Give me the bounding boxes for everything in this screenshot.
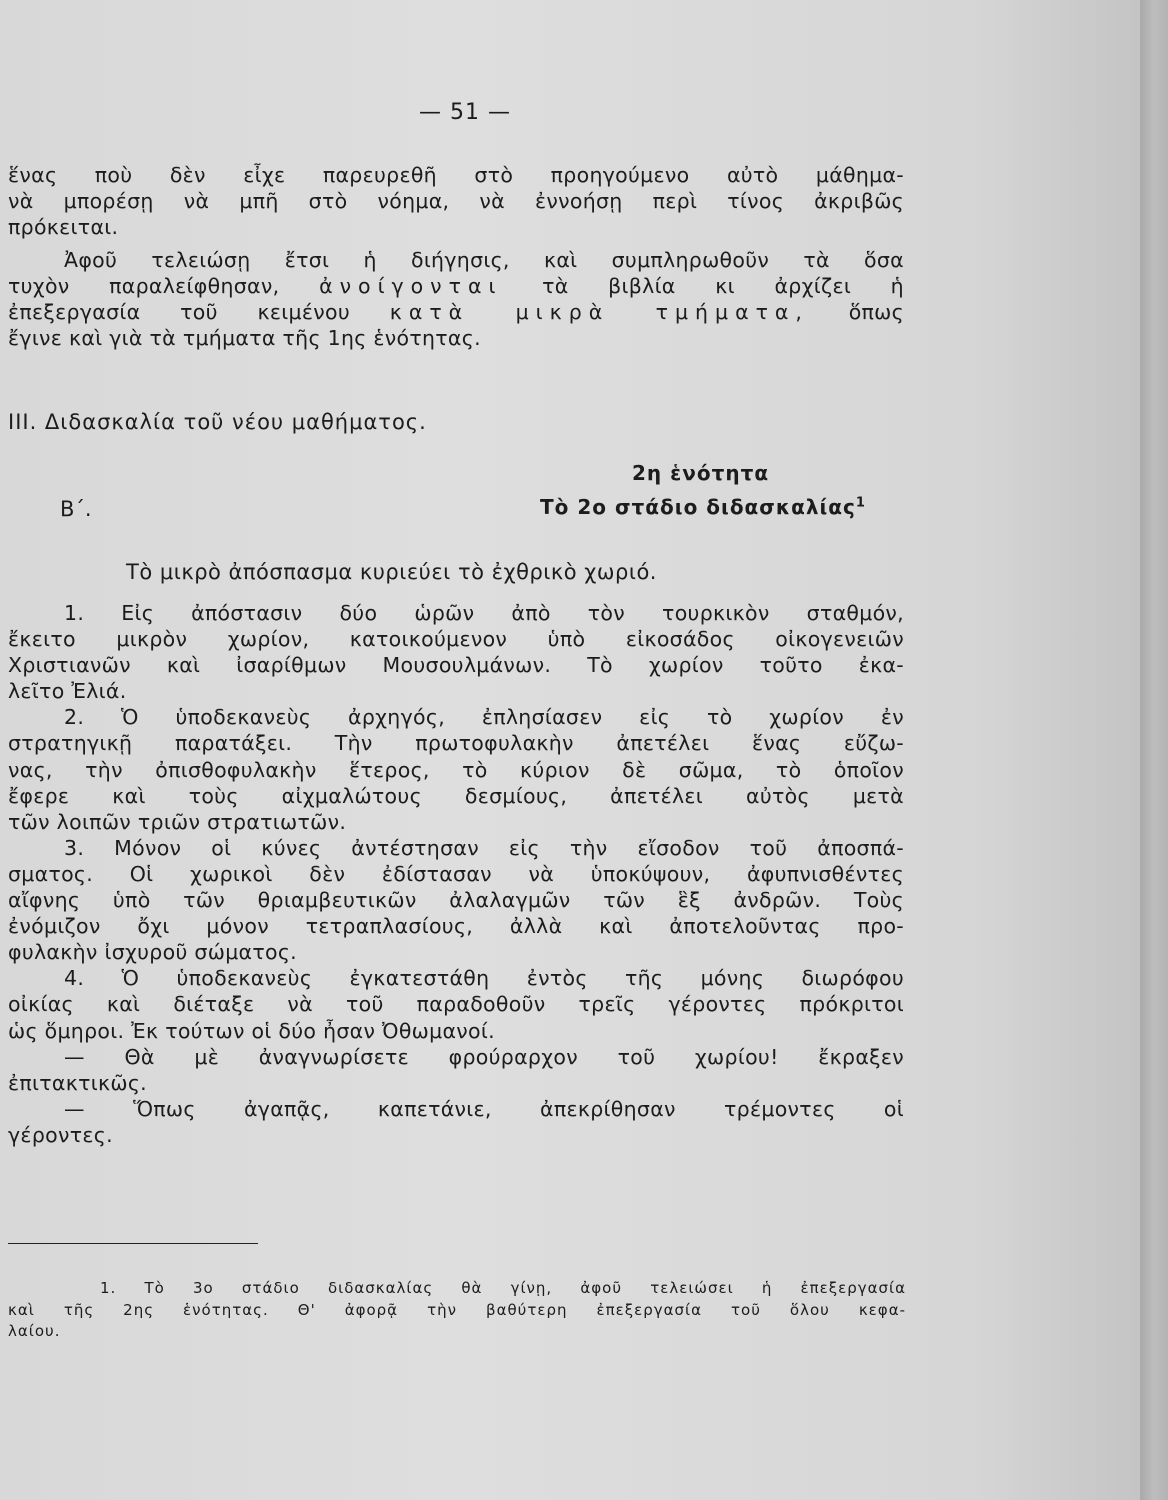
text-line: τῶν λοιπῶν τριῶν στρατιωτῶν. xyxy=(8,809,347,834)
text-line: φυλακὴν ἰσχυροῦ σώματος. xyxy=(8,940,297,965)
text-line: Χριστιανῶν καὶ ἰσαρίθμων Μουσουλμάνων. Τὸ χωρίον τοῦτο ἐκα- xyxy=(8,653,904,678)
text-line: ἔφερε καὶ τοὺς αἰχμαλώτους δεσμίους, ἀπετέλει αὐτὸς μετὰ xyxy=(8,783,904,808)
text-line: οἰκίας καὶ διέταξε νὰ τοῦ παραδοθοῦν τρεῖς γέροντες πρόκριτοι xyxy=(8,992,904,1017)
text-line xyxy=(8,273,904,299)
section-heading: III. Διδασκαλία τοῦ νέου μαθήματος. xyxy=(8,410,427,434)
text-line: σματος. Οἱ χωρικοὶ δὲν ἐδίστασαν νὰ ὑποκύψουν, ἀφυπνισθέντες xyxy=(8,861,904,886)
text-line: ἐνόμιζον ὄχι μόνον τετραπλασίους, ἀλλὰ καὶ ἀποτελοῦντας προ- xyxy=(8,914,904,939)
story-body xyxy=(8,600,904,1148)
text-line: — Ὅπως ἀγαπᾷς, καπετάνιε, ἀπεκρίθησαν τρέμοντες οἱ xyxy=(64,1096,904,1121)
text-line: 4. Ὁ ὑποδεκανεὺς ἐγκατεστάθη ἐντὸς τῆς μόνης διωρόφου xyxy=(64,966,904,991)
text-line: 3. Μόνον οἱ κύνες ἀντέστησαν εἰς τὴν εἴσοδον τοῦ ἀποσπά- xyxy=(64,835,904,860)
stage-text: Τὸ 2ο στάδιο διδασκαλίας xyxy=(540,495,856,519)
text-segment: τυχὸν παραλείφθησαν, xyxy=(8,274,280,299)
text-line: 1. Εἰς ἀπόστασιν δύο ὡρῶν ἀπὸ τὸν τουρκικὸν σταθμόν, xyxy=(64,601,904,625)
text-line: γέροντες. xyxy=(8,1122,113,1147)
unit-heading: 2η ἑνότητα xyxy=(632,461,770,485)
text-line: ἔκειτο μικρὸν χωρίον, κατοικούμενον ὑπὸ εἰκοσάδος οἰκογενειῶν xyxy=(8,627,904,652)
text-line: νας, τὴν ὀπισθοφυλακὴν ἕτερος, τὸ κύριον δὲ σῶμα, τὸ ὁποῖον xyxy=(8,757,904,782)
story-title: Τὸ μικρὸ ἀπόσπασμα κυριεύει τὸ ἐχθρικὸ χωριό. xyxy=(126,560,657,584)
text-line: νὰ μπορέσῃ νὰ μπῆ στὸ νόημα, νὰ ἐννοήσῃ περὶ τίνος ἀκριβῶς xyxy=(8,189,904,214)
spaced-emphasis: κατὰ μικρὰ τμήματα, xyxy=(389,300,809,325)
text-line: Ἀφοῦ τελειώσῃ ἔτσι ἡ διήγησις, καὶ συμπληρωθοῦν τὰ ὅσα xyxy=(64,248,904,272)
text-line xyxy=(8,299,904,325)
text-line: ἐπιτακτικῶς. xyxy=(8,1070,147,1095)
spaced-emphasis: ἀνοίγονται xyxy=(319,274,503,299)
book-page-edge xyxy=(1140,0,1168,1500)
footnote-line: καὶ τῆς 2ης ἑνότητας. Θ' ἀφορᾷ τὴν βαθύτερη ἐπεξεργασία τοῦ ὅλου κεφα- xyxy=(8,1300,906,1319)
second-paragraph xyxy=(8,247,904,351)
text-line: 2. Ὁ ὑποδεκανεὺς ἀρχηγός, ἐπλησίασεν εἰς τὸ χωρίον ἐν xyxy=(64,705,904,730)
text-line: ἔγινε καὶ γιὰ τὰ τμήματα τῆς 1ης ἑνότητας. xyxy=(8,326,481,351)
footnote-line: λαίου. xyxy=(8,1322,61,1340)
text-line: πρόκειται. xyxy=(8,215,119,240)
text-line: — Θὰ μὲ ἀναγνωρίσετε φρούραρχον τοῦ χωρίου! ἔκραξεν xyxy=(64,1044,904,1069)
text-segment: ἐπεξεργασία τοῦ κειμένου xyxy=(8,300,351,325)
text-line: ὡς ὅμηροι. Ἐκ τούτων οἱ δύο ἦσαν Ὀθωμανοί. xyxy=(8,1018,495,1043)
text-segment: τὰ βιβλία κι ἀρχίζει ἡ xyxy=(542,274,904,299)
text-line: ἕνας ποὺ δὲν εἶχε παρευρεθῆ στὸ προηγούμενο αὐτὸ μάθημα- xyxy=(8,163,904,187)
text-segment: ὅπως xyxy=(848,300,904,325)
top-paragraph xyxy=(8,162,904,240)
footnote xyxy=(8,1278,906,1343)
stage-heading xyxy=(540,495,866,519)
text-line: στρατηγικῇ παρατάξει. Τὴν πρωτοφυλακὴν ἀπετέλει ἕνας εὔζω- xyxy=(8,731,904,756)
page-number: — 51 — xyxy=(419,100,511,125)
footnote-divider xyxy=(8,1243,258,1244)
footnote-mark: 1 xyxy=(855,495,866,511)
text-line: λεῖτο Ἐλιά. xyxy=(8,679,127,704)
section-letter: Β΄. xyxy=(60,497,92,521)
text-line: αἴφνης ὑπὸ τῶν θριαμβευτικῶν ἀλαλαγμῶν τῶν ἓξ ἀνδρῶν. Τοὺς xyxy=(8,888,904,913)
footnote-line: 1. Τὸ 3ο στάδιο διδασκαλίας θὰ γίνῃ, ἀφοῦ τελειώσει ἡ ἐπεξεργασία xyxy=(100,1279,906,1297)
